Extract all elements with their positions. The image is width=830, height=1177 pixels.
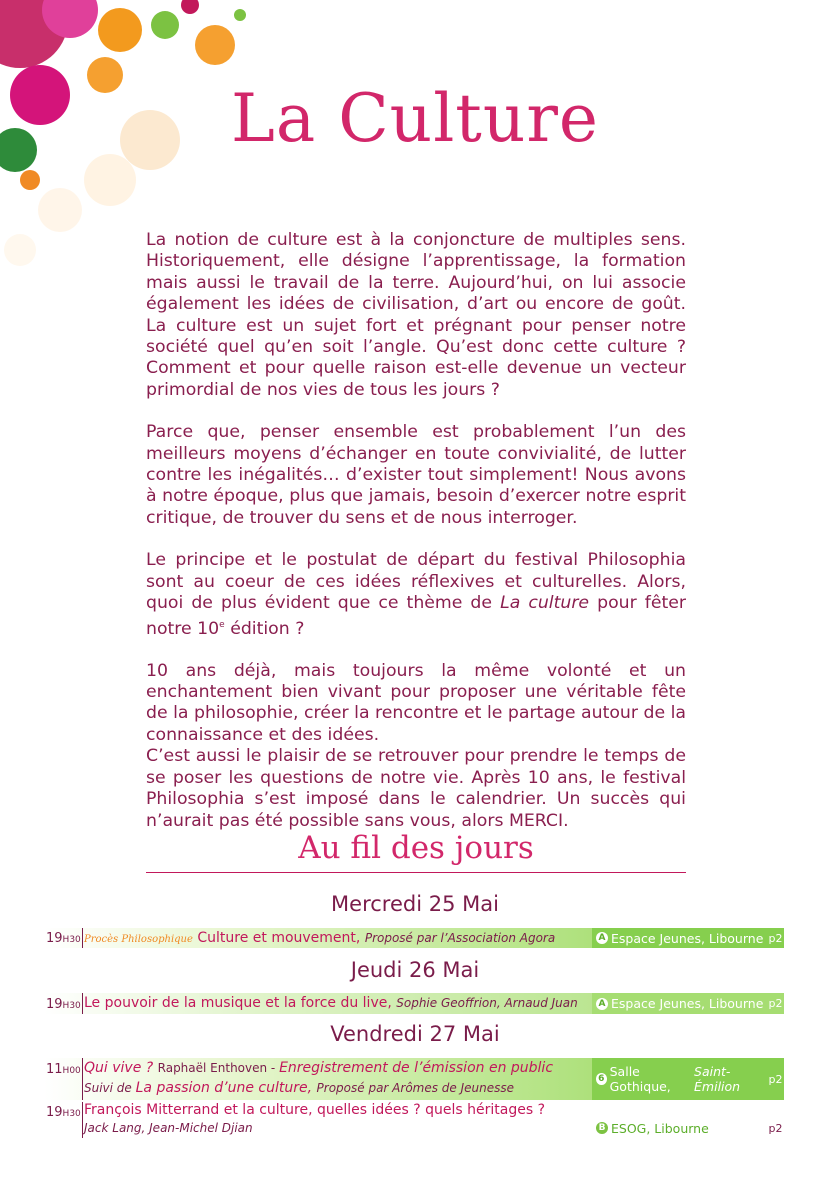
divider	[82, 928, 83, 948]
day-heading-3: Vendredi 27 Mai	[330, 1022, 500, 1046]
page-ref: p2	[767, 928, 784, 948]
page-ref: p2	[767, 993, 784, 1014]
page-title: La Culture	[231, 80, 599, 157]
day-heading-1: Mercredi 25 Mai	[331, 892, 499, 916]
event-time: 19H30	[46, 1105, 81, 1120]
event-row-1[interactable]	[44, 928, 784, 948]
event-title: Le pouvoir de la musique et la force du live, Sophie Geoffrion, Arnaud Juan	[84, 995, 578, 1011]
page-ref: p2	[768, 1121, 783, 1135]
event-title: Qui vive ? Raphaël Enthoven - Enregistrement de l’émission en public	[84, 1060, 554, 1076]
event-title: Procès Philosophique Culture et mouvement, Proposé par l’Association Agora	[84, 930, 556, 946]
paragraph-1: La notion de culture est à la conjoncture de multiples sens. Historiquement, elle désigne l’apprentissage, la formation mais aussi le travail de la terre. Aujourd’hui, on lui associe également les idées de civilisation, d’art ou encore de goût. La culture est un sujet fort et prégnant pour penser notre société quel qu’en soit l’angle. Qu’est donc cette culture ? Comment et pour quelle raison est-elle devenue un vecteur primordial de nos vies de tous les jours ?	[146, 230, 686, 400]
location-badge: B	[596, 1122, 608, 1134]
event-time: 11H00	[46, 1062, 81, 1077]
event-location: B ESOG, Libourne	[592, 1116, 767, 1140]
event-subtitle: Suivi de La passion d’une culture, Proposé par Arômes de Jeunesse	[84, 1080, 515, 1096]
event-time: 19H30	[46, 997, 81, 1012]
paragraph-2: Parce que, penser ensemble est probablement l’un des meilleurs moyens d’échanger en toute convivialité, de lutter contre les inégalités… d’exister tout simplement! Nous avons à notre époque, plus que jamais, besoin d’exercer notre esprit critique, de trouver du sens et de nous interroger.	[146, 422, 686, 528]
divider	[82, 1058, 83, 1100]
event-time: 19H30	[46, 931, 81, 946]
section-title: Au fil des jours	[298, 830, 534, 866]
event-row-2[interactable]	[44, 993, 784, 1014]
event-row-3[interactable]	[44, 1058, 784, 1100]
location-badge: A	[596, 932, 608, 944]
divider	[82, 993, 83, 1014]
location-badge: 6	[596, 1073, 607, 1085]
paragraph-5: C’est aussi le plaisir de se retrouver pour prendre le temps de se poser les questions de notre vie. Après 10 ans, le festival Philosophia s’est imposé dans le calendrier. Un succès qui n’aurait pas été possible sans vous, alors MERCI.	[146, 746, 686, 831]
divider	[146, 872, 686, 873]
event-row-4[interactable]	[44, 1102, 784, 1138]
paragraph-4: 10 ans déjà, mais toujours la même volonté et un enchantement bien vivant pour proposer une véritable fête de la philosophie, créer la rencontre et le partage autour de la connaissance et des idées.	[146, 660, 686, 745]
intro-text	[146, 230, 686, 853]
day-heading-2: Jeudi 26 Mai	[350, 958, 480, 982]
event-location: A Espace Jeunes, Libourne	[592, 993, 767, 1014]
paragraph-3: Le principe et le postulat de départ du festival Philosophia sont au coeur de ces idées réflexives et culturelles. Alors, quoi de plus évident que ce thème de La culture pour fêter notre 10e édition ?	[146, 550, 686, 639]
event-speakers: Jack Lang, Jean-Michel Djian	[84, 1121, 253, 1135]
location-badge: A	[596, 998, 608, 1010]
page-ref: p2	[767, 1058, 784, 1100]
divider	[82, 1102, 83, 1138]
event-title: François Mitterrand et la culture, quelles idées ? quels héritages ?	[84, 1102, 546, 1118]
event-location: 6 Salle Gothique, Saint-Émilion	[592, 1058, 767, 1100]
event-location: A Espace Jeunes, Libourne	[592, 928, 767, 948]
